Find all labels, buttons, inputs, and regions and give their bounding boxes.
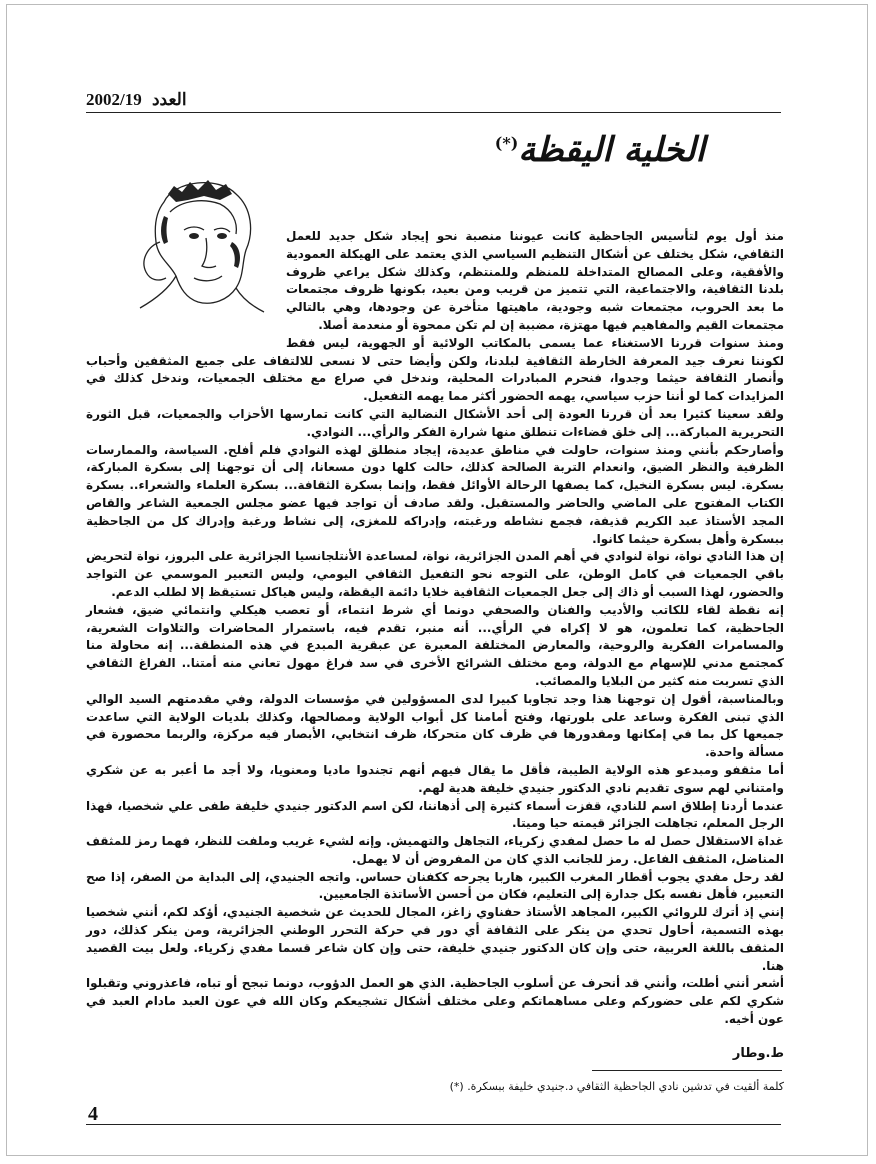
paragraph-4: وأصارحكم بأنني ومنذ سنوات، حاولت في مناطق عديدة، إيجاد منطلق لهذه النوادي فلم أفلح. السياسة، والممارسات الظرفية والنظر الضيق، وانعدام التربة الصالحة كذلك، حالت كلها دون مسعانا، إلى أن توجهنا إلى بسكرة المباركة، بسكرة. ليس بسكرة النخيل، كما يصفها الرحالة الأوائل فقط، وإنما بسكرة الثقافة... بسكرة العلماء والشعراء.. بسكرة الكتاب المفتوح على الماضي والحاضر والمستقبل. ولقد صادف أن تواجد فيها عضو مجلس الجمعية الشاعر والقاص المجد الأستاذ عبد الكريم قذيفة، فجمع نشاطه ورغبته، وإدراكه للمغزى، إلى نشاط ورغبة وإدراك كل من الجاحظية ببسكرة وأهل بسكرة حيثما كانوا. [86, 442, 784, 546]
issue-word: العدد [151, 90, 187, 109]
footnote-divider [592, 1070, 782, 1071]
article-title-text: الخلية اليقظة [518, 130, 705, 170]
footnote [86, 1080, 784, 1093]
paragraph-5: إن هذا النادي نواة، نواة لنوادي في أهم المدن الجزائرية، نواة، لمساعدة الأنتلجانسيا الجزائرية على البروز، نواة لتحريض باقي الجمعيات في كامل الوطن، على التوجه نحو التفعيل الثقافي اليومي، وليس التعبير الموسمي عن التواجد والحضور، لهذا السبب أو ذاك إلى جعل الجمعيات الثقافية خلايا دائمة اليقظة، وليس هياكل تستيقظ إلا لطلب الدعم. [86, 549, 784, 599]
paragraph-3: ولقد سعينا كثيرا بعد أن قررنا العودة إلى أحد الأشكال النضالية التي كانت تمارسها الأحزاب والجمعيات، قبل الثورة التحريرية المباركة... إلى خلق فضاءات تنطلق منها شرارة الفكر والرأي... النوادي. [86, 406, 784, 439]
issue-label [86, 90, 187, 110]
page-number: 4 [88, 1103, 98, 1125]
paragraph-10: غداة الاستقلال حصل له ما حصل لمفدي زكرياء، التجاهل والتهميش. وإنه لشيء غريب وملفت للنظر، فهما رمز للمثقف المناضل، المثقف الفاعل. رمز للجانب الذي كان من المفروض أن لا يهمل. [86, 834, 784, 866]
paragraph-7: وبالمناسبة، أقول إن توجهنا هذا وجد تجاوبا كبيرا لدى المسؤولين في مؤسسات الدولة، وفي مقدمتهم السيد الوالي الذي تبنى الفكرة وساعد على بلورتها، وفتح أمامنا كل أبواب الولاية ومصالحها، وكذلك بلديات الولاية التي ساعدت جميعها كل بما في إمكانها ومقدورها في ظرف كان متحركا، ظرف انتخابي، الأبصار فيه مركزة، والربما محصورة في مسألة واحدة. [86, 691, 784, 760]
issue-number: 2002/19 [86, 90, 142, 109]
paragraph-13: أشعر أنني أطلت، وأنني قد أنحرف عن أسلوب الجاحظية. الذي هو العمل الدؤوب، دونما تبجح أو تباه، فاعذروني وتقبلوا شكري لكم على حضوركم وعلى مساهماتكم وعلى مختلف أشكال تشجيعكم وكان الله في عون العبد مادام العبد في عون أخيه. [86, 976, 784, 1027]
footnote-marker: (*) [449, 1080, 464, 1093]
paragraph-2: ومنذ سنوات قررنا الاستغناء عما يسمى بالمكاتب الولائية أو الجهوية، ليس فقط لكوننا نعرف جيد المعرفة الخارطة الثقافية لبلدنا، ولكن وأيضا حتى لا نسعى للالتفاف على جميع المثقفين وأحباب وأنصار الثقافة حيثما وجدوا، فنحرم المبادرات المحلية، وندخل في صراع مع مختلف الجمعيات، وندخل كذلك في المزايدات كما لو أننا حزب سياسي، يهمه الحضور أكثر مما يهمه التفعيل. [86, 335, 784, 404]
page-header [86, 90, 781, 113]
article-body [86, 228, 784, 1029]
footnote-text: كلمة ألقيت في تدشين نادي الجاحظية الثقافي د.جنيدي خليفة ببسكرة. [467, 1080, 784, 1093]
paragraph-1: منذ أول يوم لتأسيس الجاحظية كانت عيوننا منصبة نحو إيجاد شكل جديد للعمل الثقافي، شكل يختلف عن أشكال التنظيم السياسي الذي يعتمد على الهيكلة العمودية والأفقية، وعلى المصالح المتداخلة للمنظم وللمنتظم، وكذلك شكل يراعي ظروف بلدنا الثقافية، والاجتماعية، التي تتميز من قريب ومن بعيد، بكونها ظروف مجتمعات ما بعد الحروب، مجتمعات شبه وجودية، ماهيتها متأخرة عن وجودها، وهي بالتالي مجتمعات القيم والمفاهيم فيها مهتزة، مضببة إن لم تكن ممحوة أو منعدمة أصلا. [286, 229, 784, 332]
paragraph-8: أما مثقفو ومبدعو هذه الولاية الطيبة، فأقل ما يقال فيهم أنهم تجندوا ماديا ومعنويا، ولا أجد ما أعبر به عن شكري وامتناني لهم سوى تقديم نادي الدكتور جنيدي خليفة هدية لهم. [86, 762, 784, 795]
paragraph-11: لقد رحل مفدي يجوب أقطار المغرب الكبير، هاربا يجرحه ككفنان حساس. واتجه الجنيدي، إلى البداية من الصفر، إذا صح التعبير، فأهل نفسه بكل جدارة إلى التعليم، فكان من أحسن الأساتذة الجامعيين. [86, 869, 784, 902]
article-title-block [455, 130, 705, 190]
author-signature: ط.وطار [732, 1046, 784, 1061]
paragraph-6: إنه نقطة لقاء للكاتب والأديب والفنان والصحفي دونما أي شرط انتماء، أو تعصب هيكلي وانتمائي ضيق، فشعار الجاحظية، كما تعلمون، هو لا إكراه في الرأي... أنه منبر، تقدم فيه، باستمرار المحاضرات والتلاوات الشعرية، والمسامرات الفكرية والروحية، والمعارض المختلفة المعبرة عن عبقرية المبدع في هذه المنطقة... إنه محاولة منا كمجتمع مدني للإسهام مع الدولة، ومع مختلف الشرائح الأخرى في سد فراغ مهول تعاني منه أمتنا.. الفراغ الثقافي الذي تسربت منه كثير من البلايا والمصائب. [86, 602, 784, 688]
footer-divider [86, 1124, 781, 1125]
paragraph-12: إنني إذ أترك للروائي الكبير، المجاهد الأستاذ حفناوي زاغز، المجال للحديث عن شخصية الجنيدي، أؤكد لكم، أنني شخصيا بهذه التسمية، أحاول تحدي من ينكر على الثقافة أي دور في حركة التحرر الوطني الجزائرية، ومن ينكر كذلك، دور المثقف باللغة العربية، حتى وإن كان الدكتور جنيدي خليفة، حتى وإن كان شاعر قسما مفدي زكرياء. ولعل بيت القصيد هنا. [86, 905, 784, 973]
article-title [495, 130, 705, 170]
portrait-float-spacer [86, 228, 286, 348]
title-footnote-marker: (*) [494, 133, 519, 153]
paragraph-9: عندما أردنا إطلاق اسم للنادي، قفزت أسماء كثيرة إلى أذهاننا، لكن اسم الدكتور جنيدي خليفة طفى علي شخصيا، فهذا الرجل المعلم، تجاهلت الجزائر قيمته حيا وميتا. [86, 798, 784, 831]
